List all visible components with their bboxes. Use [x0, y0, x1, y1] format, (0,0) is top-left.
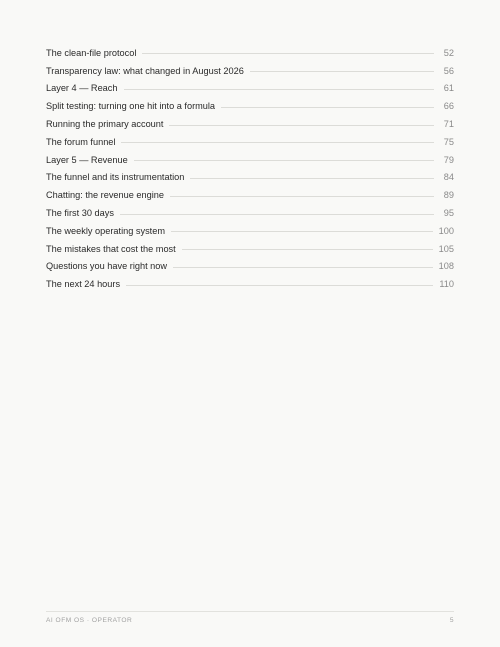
- toc-entry-page: 71: [443, 119, 454, 130]
- toc-leader-line: [169, 125, 434, 126]
- toc-entry-title: Split testing: turning one hit into a formula: [46, 101, 216, 112]
- toc-entry-title: The forum funnel: [46, 136, 116, 147]
- toc-leader-line: [171, 231, 433, 232]
- toc-leader-line: [173, 267, 433, 268]
- toc-entry-page: 66: [443, 101, 454, 112]
- toc-entry-title: Running the primary account: [46, 119, 164, 130]
- toc-entry-page: 105: [438, 243, 454, 254]
- toc-entry-title: Layer 5 — Revenue: [46, 154, 128, 165]
- toc-entry-page: 108: [438, 261, 454, 272]
- toc-entry-title: Layer 4 — Reach: [46, 83, 118, 94]
- page-footer: [46, 611, 454, 624]
- toc-entry-page: 100: [438, 225, 454, 236]
- toc-entry-title: The funnel and its instrumentation: [46, 172, 185, 183]
- toc-entry[interactable]: [46, 151, 454, 169]
- toc-entry-title: Transparency law: what changed in August 2026: [46, 65, 244, 76]
- toc-entry[interactable]: [46, 97, 454, 115]
- toc-leader-line: [170, 196, 434, 197]
- toc-entry-page: 75: [443, 136, 454, 147]
- toc-leader-line: [124, 89, 435, 90]
- toc-leader-line: [134, 160, 434, 161]
- toc-entry-page: 79: [443, 154, 454, 165]
- toc-entry-page: 84: [443, 172, 454, 183]
- toc-leader-line: [221, 107, 434, 108]
- toc-entry-title: The mistakes that cost the most: [46, 243, 176, 254]
- toc-entry-page: 110: [439, 279, 454, 290]
- toc-entry-page: 95: [443, 208, 454, 219]
- toc-leader-line: [142, 53, 434, 54]
- toc-leader-line: [250, 71, 434, 72]
- toc-entry-title: The weekly operating system: [46, 225, 165, 236]
- toc-leader-line: [182, 249, 433, 250]
- footer-label: AI OFM OS · OPERATOR: [46, 617, 133, 624]
- toc-entry[interactable]: [46, 240, 454, 258]
- toc-entry-page: 61: [443, 83, 454, 94]
- toc-leader-line: [120, 214, 434, 215]
- toc-entry[interactable]: [46, 169, 454, 187]
- toc-entry-title: The first 30 days: [46, 208, 114, 219]
- toc-entry[interactable]: [46, 62, 454, 80]
- toc-entry[interactable]: [46, 275, 454, 293]
- toc-entry[interactable]: [46, 258, 454, 276]
- toc-entry[interactable]: [46, 80, 454, 98]
- toc-entry-page: 56: [443, 65, 454, 76]
- toc-entry-title: The clean-file protocol: [46, 47, 137, 58]
- toc-entry[interactable]: [46, 186, 454, 204]
- toc-entry-page: 52: [443, 47, 454, 58]
- toc-leader-line: [126, 285, 433, 286]
- footer-page-number: 5: [449, 617, 454, 624]
- toc-entry-title: The next 24 hours: [46, 279, 121, 290]
- table-of-contents: [46, 44, 454, 293]
- toc-entry[interactable]: [46, 222, 454, 240]
- toc-entry[interactable]: [46, 204, 454, 222]
- toc-entry[interactable]: [46, 44, 454, 62]
- toc-entry[interactable]: [46, 133, 454, 151]
- toc-entry-page: 89: [443, 190, 454, 201]
- toc-entry-title: Chatting: the revenue engine: [46, 190, 164, 201]
- toc-leader-line: [121, 142, 434, 143]
- toc-entry-title: Questions you have right now: [46, 261, 168, 272]
- toc-entry[interactable]: [46, 115, 454, 133]
- toc-leader-line: [190, 178, 434, 179]
